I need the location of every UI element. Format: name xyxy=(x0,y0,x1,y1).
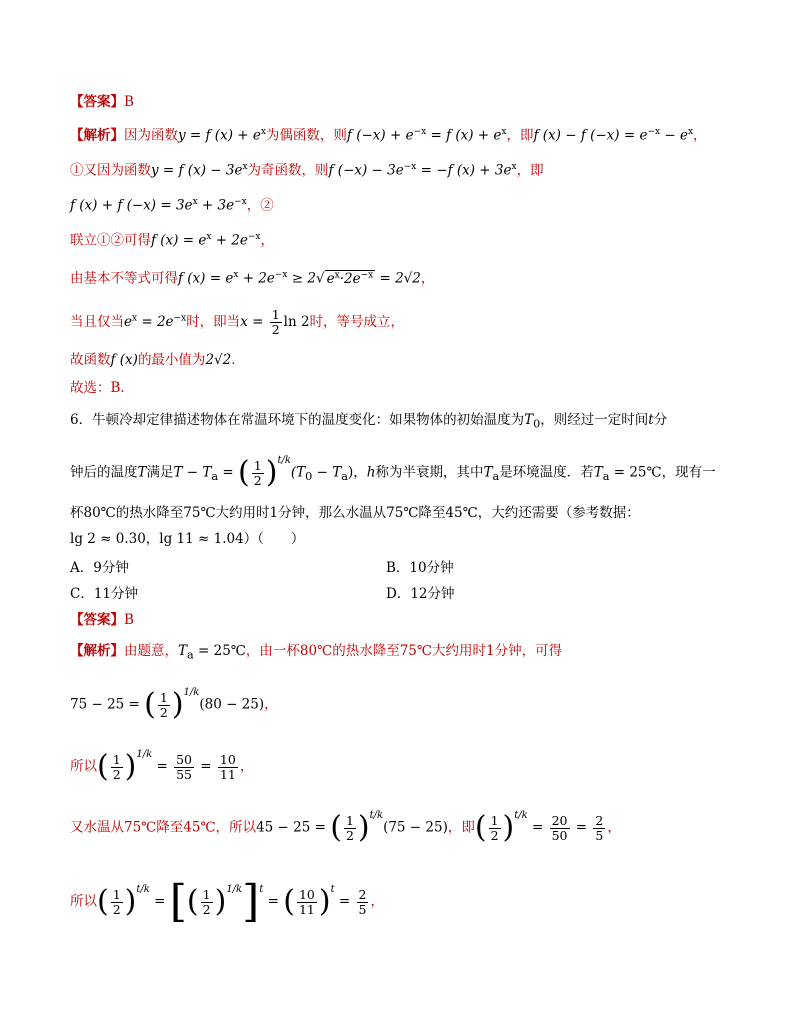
text: 所以 xyxy=(70,758,97,775)
math: lg 2 ≈ 0.30 xyxy=(70,531,146,547)
math: + 2e xyxy=(211,232,248,249)
math: = −f (x) + 3e xyxy=(416,162,512,179)
text: ，即 xyxy=(447,819,475,836)
text: ，即 xyxy=(516,162,544,179)
math-sup: −x xyxy=(413,127,427,137)
math-sub: a xyxy=(341,470,348,484)
math-sup: −x xyxy=(173,313,187,324)
answer-line-1 xyxy=(70,92,134,112)
math: = xyxy=(263,893,284,910)
numerator: 1 xyxy=(112,886,121,902)
text: 称为半衰期，其中 xyxy=(375,464,484,481)
text: ， xyxy=(370,893,384,910)
fraction xyxy=(174,753,194,782)
fraction xyxy=(357,888,369,917)
analysis2-line-5: 所以( $\frac{1}{2}$ )$^{t/k}$ = [( $\frac{1}{2}$ )$^{1/k}$]$^t$ = ( $\frac{10}{11}$ )$^t$ = $\frac{2}{5}$ ， xyxy=(70,876,384,927)
denominator: 50 xyxy=(551,827,568,843)
analysis2-line-2: 75 − 25 = ( $\frac{1}{2}$ )$^{1/k}$(80 − 25)， xyxy=(70,686,278,722)
option-d: D．12分钟 xyxy=(386,586,455,602)
math: = xyxy=(196,758,216,775)
text: 因为函数 xyxy=(124,127,178,144)
fraction xyxy=(550,814,570,843)
math-sup: x xyxy=(501,127,507,137)
math: ln 2 xyxy=(283,314,310,330)
text: ，由一杯80℃的热水降至75℃大约用时1分钟，可得 xyxy=(245,643,563,659)
text: 为偶函数，则 xyxy=(265,127,347,144)
text: ，即 xyxy=(506,127,534,144)
math: = xyxy=(218,464,239,481)
text: 的最小值为 xyxy=(137,352,206,368)
option-a: A．9分钟 xyxy=(70,560,129,576)
denominator: 2 xyxy=(112,766,121,782)
text: ， xyxy=(145,531,160,547)
denominator: 2 xyxy=(490,827,499,843)
fraction xyxy=(218,753,238,782)
math: y = f (x) − 3e xyxy=(151,162,243,179)
analysis2-line-3: 所以( $\frac{1}{2}$ )$^{1/k}$ = $\frac{50}{55}$ = $\frac{10}{11}$ ， xyxy=(70,748,254,784)
math-sup: t xyxy=(259,883,264,895)
math-sub: 0 xyxy=(533,417,541,431)
text: 当且仅当 xyxy=(70,314,124,330)
math-sup: x xyxy=(132,313,138,324)
math-sup: −x xyxy=(247,232,261,242)
denominator: 2 xyxy=(271,322,280,337)
math: = xyxy=(149,893,170,910)
answer-value: B xyxy=(124,612,134,628)
denominator: 2 xyxy=(345,827,354,843)
text: 是环境温度．若 xyxy=(499,464,594,481)
math-sup: t/k xyxy=(136,883,150,895)
math-sup: x xyxy=(687,127,694,137)
math: e xyxy=(124,314,132,330)
math-sup: −x xyxy=(274,270,288,280)
math: (75 − 25) xyxy=(383,819,448,836)
math: f (x) = e xyxy=(151,232,207,249)
text: 又水温从75℃降至45℃，所以 xyxy=(70,819,257,836)
text: 故函数 xyxy=(70,352,111,368)
analysis-line-1 xyxy=(70,122,707,146)
text: ， xyxy=(260,232,275,249)
math-sup: x xyxy=(260,127,266,137)
text: ①又因为函数 xyxy=(70,162,151,179)
answer-label: 【答案】 xyxy=(70,94,124,110)
math: ) xyxy=(347,464,354,481)
text: 由题意， xyxy=(124,643,178,659)
math: = xyxy=(334,893,355,910)
math-sup: −x xyxy=(360,270,374,280)
fraction xyxy=(489,814,501,843)
math-sup: x xyxy=(192,197,198,207)
answer-value: B xyxy=(124,94,134,110)
text: 钟后的温度 xyxy=(70,464,138,481)
math-sub: a xyxy=(187,648,194,662)
question-line-1 xyxy=(70,410,667,435)
math-sub: a xyxy=(211,470,219,484)
text: ）（ ） xyxy=(243,531,305,547)
math: f (−x) − 3e xyxy=(328,162,404,179)
math: x = xyxy=(240,314,268,330)
math: f (x) = e xyxy=(178,270,234,287)
text: 分 xyxy=(653,412,668,428)
text: 联立①②可得 xyxy=(70,232,151,249)
math: t xyxy=(648,412,654,428)
fraction xyxy=(111,753,123,782)
denominator: 2 xyxy=(159,704,168,720)
analysis-line-7 xyxy=(70,350,245,370)
math-sup: x xyxy=(233,270,239,280)
math: − e xyxy=(660,127,688,144)
text: ， xyxy=(693,127,707,144)
fraction xyxy=(344,814,356,843)
question-line-2: 钟后的温度T满足$T - T_a$ = ( $\frac{1}{2}$ )$^{t/k}(T_0 - T_a)$，h称为半衰期，其中$T_a$是环境温度．若$T_a$ = 25℃，现有一 xyxy=(70,454,716,490)
fraction xyxy=(593,814,605,843)
math-sup: x xyxy=(242,162,248,172)
math: T xyxy=(483,464,493,481)
option-b: B．10分钟 xyxy=(386,560,454,576)
fraction xyxy=(297,888,317,917)
numerator: 50 xyxy=(176,751,192,767)
math: = 2e xyxy=(137,314,174,330)
text: 时，即当 xyxy=(186,314,241,330)
analysis-label: 【解析】 xyxy=(70,643,124,659)
denominator: 11 xyxy=(298,901,315,917)
math-sup: t/k xyxy=(369,809,384,821)
math-sup: 1/k xyxy=(136,748,153,760)
math: f (−x) + e xyxy=(346,127,414,144)
math-sup: x xyxy=(334,270,340,280)
numerator: 1 xyxy=(271,307,280,322)
math: ≥ 2√ xyxy=(287,270,325,287)
text: ． xyxy=(231,352,245,368)
math: + 2e xyxy=(238,270,275,287)
option-c: C．11分钟 xyxy=(70,586,139,602)
math-sup: −x xyxy=(403,162,417,172)
denominator: 2 xyxy=(112,901,121,917)
question-line-4 xyxy=(70,529,304,549)
analysis2-line-4: 又水温从75℃降至45℃，所以45 − 25 = ( $\frac{1}{2}$ )$^{t/k}$(75 − 25)，即( $\frac{1}{2}$ )$^{t/k}$ = $\frac{20}{50}$ = $\frac{2}{5}$ ， xyxy=(70,809,621,845)
math-sup: 1/k xyxy=(226,883,243,895)
analysis-conclusion: 故选：B. xyxy=(70,380,125,396)
math: 45 − 25 = xyxy=(256,819,331,836)
numerator: 1 xyxy=(202,886,211,902)
denominator: 5 xyxy=(595,827,604,843)
fraction xyxy=(252,459,264,488)
numerator: 10 xyxy=(298,886,315,902)
analysis2-line-1 xyxy=(70,641,562,666)
math: T xyxy=(524,412,534,428)
numerator: 1 xyxy=(253,457,262,473)
numerator: 2 xyxy=(358,886,367,902)
math: T xyxy=(178,643,188,659)
text: 满足 xyxy=(146,464,174,481)
text: 所以 xyxy=(70,893,97,910)
math: = 2√2 xyxy=(375,270,421,287)
analysis-line-3 xyxy=(70,192,274,216)
math-sup: t/k xyxy=(277,454,291,466)
answer-label: 【答案】 xyxy=(70,612,124,628)
denominator: 5 xyxy=(358,901,367,917)
math: + 3e xyxy=(197,197,235,214)
fraction xyxy=(111,888,123,917)
math: lg 11 ≈ 1.04 xyxy=(159,531,244,547)
math: = xyxy=(527,819,548,836)
analysis-label: 【解析】 xyxy=(70,127,124,144)
fraction xyxy=(201,888,213,917)
math: (80 − 25) xyxy=(199,696,265,713)
text: 时，等号成立， xyxy=(309,314,405,330)
math-sup: t/k xyxy=(514,809,528,821)
math: T xyxy=(137,464,147,481)
question-line-3: 杯80℃的热水降至75℃大约用时1分钟，那么水温从75℃降至45℃，大约还需要（参考数据： xyxy=(70,505,640,521)
math: f (x) xyxy=(110,352,138,368)
math: y = f (x) + e xyxy=(178,127,261,144)
math-sup: t xyxy=(330,883,335,895)
math-sub: a xyxy=(602,470,610,484)
analysis-line-2 xyxy=(70,157,544,181)
text: ， xyxy=(353,464,367,481)
math-sup: 1/k xyxy=(183,686,200,698)
numerator: 1 xyxy=(345,812,354,828)
text: 6．牛顿冷却定律描述物体在常温环境下的温度变化：如果物体的初始温度为 xyxy=(70,412,525,428)
math: T − T xyxy=(173,464,212,481)
math: ·2e xyxy=(339,270,361,287)
text: ， xyxy=(264,696,278,713)
math: = xyxy=(571,819,592,836)
text: 为奇函数，则 xyxy=(247,162,329,179)
denominator: 2 xyxy=(253,472,262,488)
math-sub: a xyxy=(492,470,500,484)
numerator: 10 xyxy=(219,751,236,767)
denominator: 2 xyxy=(202,901,211,917)
math: − T xyxy=(312,464,342,481)
math-sup: −x xyxy=(647,127,661,137)
text: ， xyxy=(607,819,621,836)
math: (T xyxy=(290,464,306,481)
analysis-line-5 xyxy=(70,265,434,289)
math: = xyxy=(152,758,173,775)
fraction xyxy=(270,308,282,337)
text: ，则经过一定时间 xyxy=(540,412,649,428)
answer-line-2 xyxy=(70,610,134,630)
numerator: 1 xyxy=(112,751,121,767)
text: ， xyxy=(420,270,435,287)
math: f (x) − f (−x) = e xyxy=(533,127,648,144)
text: ，② xyxy=(246,197,274,214)
math-sup: x xyxy=(511,162,517,172)
numerator: 1 xyxy=(490,812,499,828)
analysis-line-6 xyxy=(70,308,404,337)
math: T xyxy=(593,464,603,481)
math-sup: −x xyxy=(234,197,247,207)
math: = 25℃ xyxy=(193,643,246,659)
numerator: 1 xyxy=(159,689,168,705)
math: = 25℃ xyxy=(609,464,662,481)
math-sup: x xyxy=(206,232,212,242)
denominator: 55 xyxy=(176,766,192,782)
math: 2√2 xyxy=(205,352,232,368)
text: 由基本不等式可得 xyxy=(70,270,178,287)
math: = f (x) + e xyxy=(426,127,502,144)
denominator: 11 xyxy=(219,766,236,782)
text: ，现有一 xyxy=(661,464,716,481)
analysis-line-4 xyxy=(70,227,274,251)
text: ， xyxy=(239,758,254,775)
math-sub: 0 xyxy=(305,470,313,484)
math: e xyxy=(326,270,335,287)
fraction xyxy=(158,691,170,720)
numerator: 20 xyxy=(551,812,568,828)
math: f (x) + f (−x) = 3e xyxy=(70,197,193,214)
math: 75 − 25 = xyxy=(70,696,145,713)
numerator: 2 xyxy=(595,812,604,828)
math: h xyxy=(366,464,376,481)
